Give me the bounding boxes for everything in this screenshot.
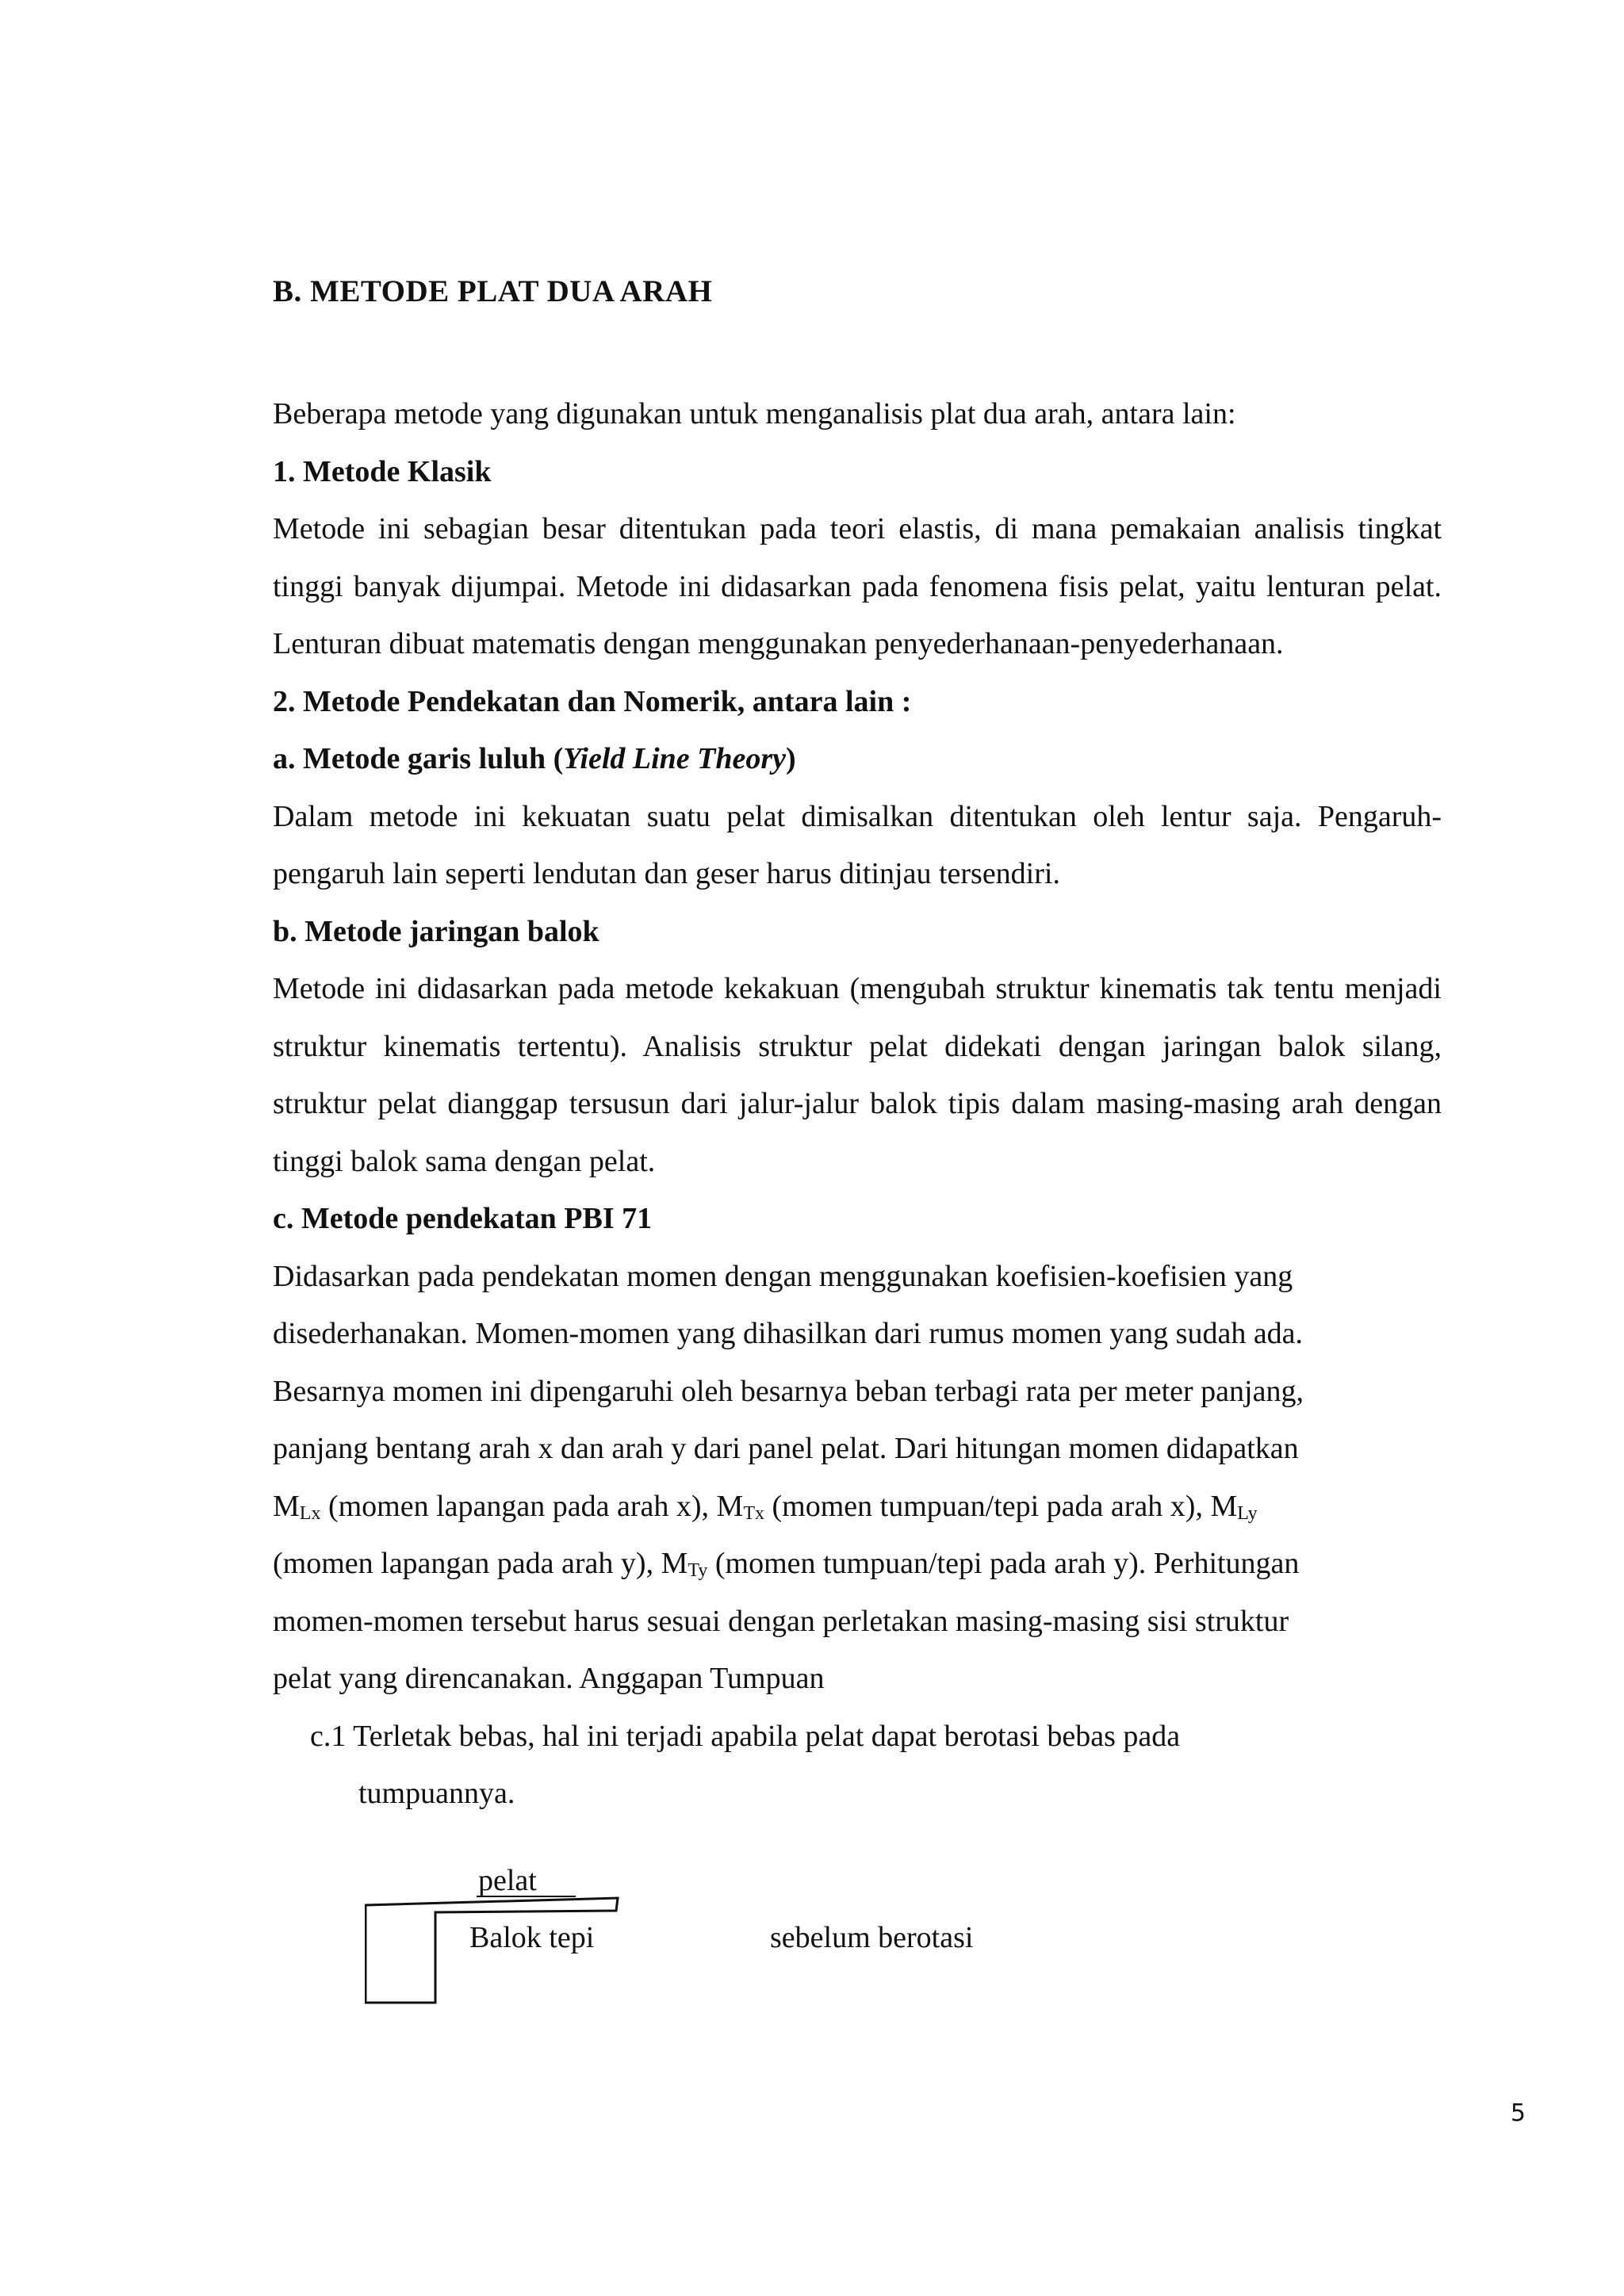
subsection-a-body: Dalam metode ini kekuatan suatu pelat dimisalkan ditentukan oleh lentur saja. Pengaruh-pengaruh lain seperti lendutan dan geser harus ditinjau tersendiri. bbox=[273, 799, 1442, 890]
subsection-c-line: momen-momen tersebut harus sesuai dengan perletakan masing-masing sisi struktur bbox=[273, 1604, 1289, 1638]
subsection-c-line: disederhanakan. Momen-momen yang dihasilkan dari rumus momen yang sudah ada. bbox=[273, 1317, 1304, 1350]
section-1-title: 1. Metode Klasik bbox=[273, 454, 492, 488]
section-1-body: Metode ini sebagian besar ditentukan pada teori elastis, di mana pemakaian analisis tingkat tinggi banyak dijumpai. Metode ini didasarkan pada fenomena fisis pelat, yaitu lenturan pelat. Lenturan dibuat matematis dengan menggunakan penyederhanaan-penyederhanaan. bbox=[273, 512, 1442, 660]
subsection-b-body: Metode ini didasarkan pada metode kekakuan (mengubah struktur kinematis tak tentu menjadi struktur kinematis tertentu). Analisis struktur pelat didekati dengan jaringan balok silang, struktur pelat dianggap tersusun dari jalur-jalur balok tipis dalam masing-masing arah dengan tinggi balok sama dengan pelat. bbox=[273, 972, 1442, 1178]
section-2-title: 2. Metode Pendekatan dan Nomerik, antara lain : bbox=[273, 684, 912, 718]
document-body bbox=[273, 385, 1442, 1823]
subsection-c-line: Didasarkan pada pendekatan momen dengan menggunakan koefisien-koefisien yang bbox=[273, 1259, 1293, 1293]
diagram-label-state: sebelum berotasi bbox=[770, 1921, 974, 1954]
subsection-c-line: pelat yang direncanakan. Anggapan Tumpuan bbox=[273, 1662, 825, 1695]
diagram-label-balok-tepi: Balok tepi bbox=[469, 1921, 595, 1954]
intro-paragraph: Beberapa metode yang digunakan untuk menganalisis plat dua arah, antara lain: bbox=[273, 397, 1236, 430]
subsection-b-title: b. Metode jaringan balok bbox=[273, 914, 599, 948]
section-heading: B. METODE PLAT DUA ARAH bbox=[273, 274, 713, 308]
item-c1-line: tumpuannya. bbox=[358, 1777, 515, 1810]
item-c1-line: c.1 Terletak bebas, hal ini terjadi apabila pelat dapat berotasi bebas pada bbox=[310, 1719, 1181, 1753]
subsection-a-title: a. Metode garis luluh (Yield Line Theory) bbox=[273, 742, 796, 775]
moment-definitions-line: (momen lapangan pada arah y), MTy (momen tumpuan/tepi pada arah y). Perhitungan bbox=[273, 1547, 1300, 1581]
subsection-c-title: c. Metode pendekatan PBI 71 bbox=[273, 1202, 653, 1235]
moment-definitions-line: MLx (momen lapangan pada arah x), MTx (momen tumpuan/tepi pada arah x), MLy bbox=[273, 1489, 1258, 1524]
subsection-c-line: panjang bentang arah x dan arah y dari panel pelat. Dari hitungan momen didapatkan bbox=[273, 1432, 1299, 1465]
diagram-label-pelat: pelat bbox=[478, 1864, 537, 1897]
subsection-c-line: Besarnya momen ini dipengaruhi oleh besarnya beban terbagi rata per meter panjang, bbox=[273, 1374, 1304, 1408]
page-number: 5 bbox=[1510, 2099, 1526, 2127]
